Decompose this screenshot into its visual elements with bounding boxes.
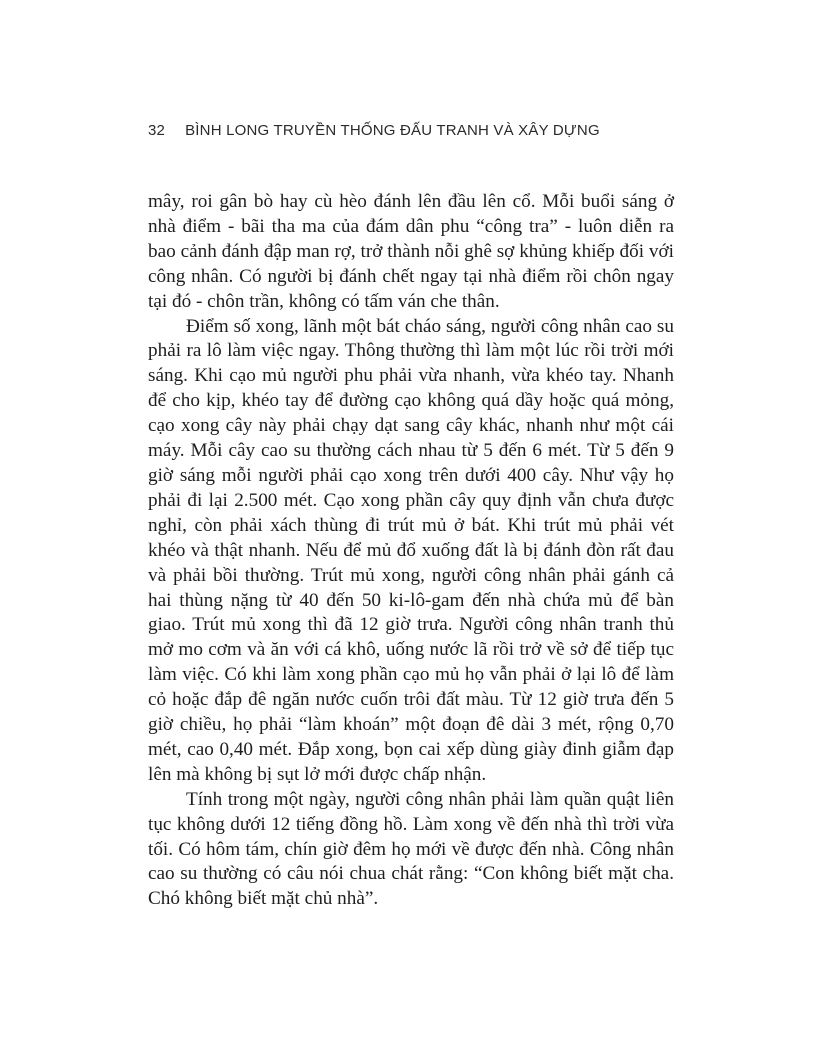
paragraph-work-routine: Điểm số xong, lãnh một bát cháo sáng, người công nhân cao su phải ra lô làm việc ngay. Thông thường thì làm một lúc rồi trời mới sáng. Khi cạo mủ người phu phải vừa nhanh, vừa khéo tay. Nhanh để cho kịp, khéo tay để đường cạo không quá dầy hoặc quá mỏng, cạo xong cây này phải chạy dạt sang cây khác, nhanh như một cái máy. Mỗi cây cao su thường cách nhau từ 5 đến 6 mét. Từ 5 đến 9 giờ sáng mỗi người phải cạo xong trên dưới 400 cây. Như vậy họ phải đi lại 2.500 mét. Cạo xong phần cây quy định vẫn chưa được nghỉ, còn phải xách thùng đi trút mủ ở bát. Khi trút mủ phải vét khéo và thật nhanh. Nếu để mủ đổ xuống đất là bị đánh đòn rất đau và phải bồi thường. Trút mủ xong, người công nhân phải gánh cả hai thùng nặng từ 40 đến 50 ki-lô-gam đến nhà chứa mủ để bàn giao. Trút mủ xong thì đã 12 giờ trưa. Người công nhân tranh thủ mở mo cơm và ăn với cá khô, uống nước lã rồi trở về sở để tiếp tục làm việc. Có khi làm xong phần cạo mủ họ vẫn phải ở lại lô để làm cỏ hoặc đắp đê ngăn nước cuốn trôi đất màu. Từ 12 giờ trưa đến 5 giờ chiều, họ phải “làm khoán” một đoạn đê dài 3 mét, rộng 0,70 mét, cao 0,40 mét. Đắp xong, bọn cai xếp dùng giày đinh giẫm đạp lên mà không bị sụt lở mới được chấp nhận.	[148, 315, 674, 785]
running-title: BÌNH LONG TRUYỀN THỐNG ĐẤU TRANH VÀ XÂY DỰNG	[185, 122, 600, 139]
paragraph-working-hours: Tính trong một ngày, người công nhân phải làm quần quật liên tục không dưới 12 tiếng đồng hồ. Làm xong về đến nhà thì trời vừa tối. Có hôm tám, chín giờ đêm họ mới về được đến nhà. Công nhân cao su thường có câu nói chua chát rằng: “Con không biết mặt cha. Chó không biết mặt chủ nhà”.	[148, 788, 674, 910]
running-header	[148, 122, 668, 139]
body-text	[148, 190, 674, 912]
paragraph-continuation: mây, roi gân bò hay cù hèo đánh lên đầu lên cổ. Mỗi buổi sáng ở nhà điểm - bãi tha ma của đám dân phu “công tra” - luôn diễn ra bao cảnh đánh đập man rợ, trở thành nỗi ghê sợ khủng khiếp đối với công nhân. Có người bị đánh chết ngay tại nhà điểm rồi chôn ngay tại đó - chôn trần, không có tấm ván che thân.	[148, 191, 674, 312]
page-number: 32	[148, 122, 166, 139]
